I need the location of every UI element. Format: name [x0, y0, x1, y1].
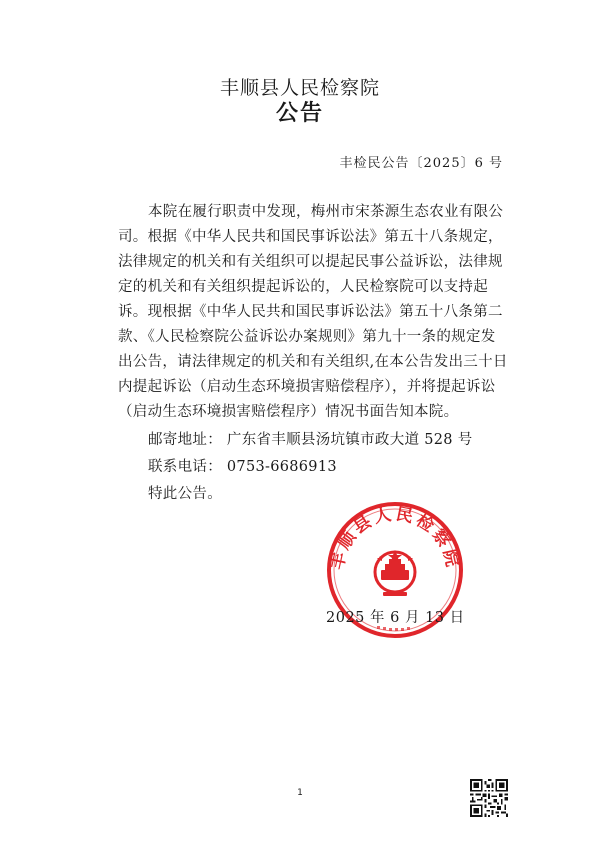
body-line: 内提起诉讼（启动生态环境损害赔偿程序），并将提起诉讼 — [118, 379, 496, 395]
document-number: 丰检民公告〔2025〕6 号 — [339, 156, 503, 171]
mailing-address: 邮寄地址： 广东省丰顺县汤坑镇市政大道 528 号 — [148, 432, 473, 448]
notice-body — [118, 200, 508, 425]
issue-date: 2025 年 6 月 13 日 — [326, 610, 465, 626]
contact-phone: 联系电话： 0753-6686913 — [148, 459, 337, 475]
body-line: 法律规定的机关和有关组织可以提起民事公益诉讼，法律规 — [118, 254, 503, 270]
body-line: 司。根据《中华人民共和国民事诉讼法》第五十八条规定， — [118, 229, 503, 245]
body-line: 本院在履行职责中发现，梅州市宋茶源生态农业有限公 — [148, 204, 504, 220]
body-line: 诉。现根据《中华人民共和国民事诉讼法》第五十八条第二 — [118, 304, 503, 320]
body-line: （启动生态环境损害赔偿程序）情况书面告知本院。 — [118, 404, 459, 420]
page-number: 1 — [297, 788, 303, 798]
body-line: 定的机关和有关组织提起诉讼的，人民检察院可以支持起 — [118, 279, 488, 295]
document-title: 公告 — [275, 100, 324, 126]
qr-code-icon — [470, 779, 508, 817]
national-emblem-icon — [375, 550, 415, 596]
body-line: 出公告，请法律规定的机关和有关组织,在本公告发出三十日 — [118, 354, 508, 370]
organization-title: 丰顺县人民检察院 — [219, 77, 380, 99]
closing-text: 特此公告。 — [148, 486, 222, 502]
body-line: 款、《人民检察院公益诉讼办案规则》第九十一条的规定发 — [118, 329, 496, 345]
svg-text:丰顺县人民检察院: 丰顺县人民检察院 — [327, 504, 463, 572]
